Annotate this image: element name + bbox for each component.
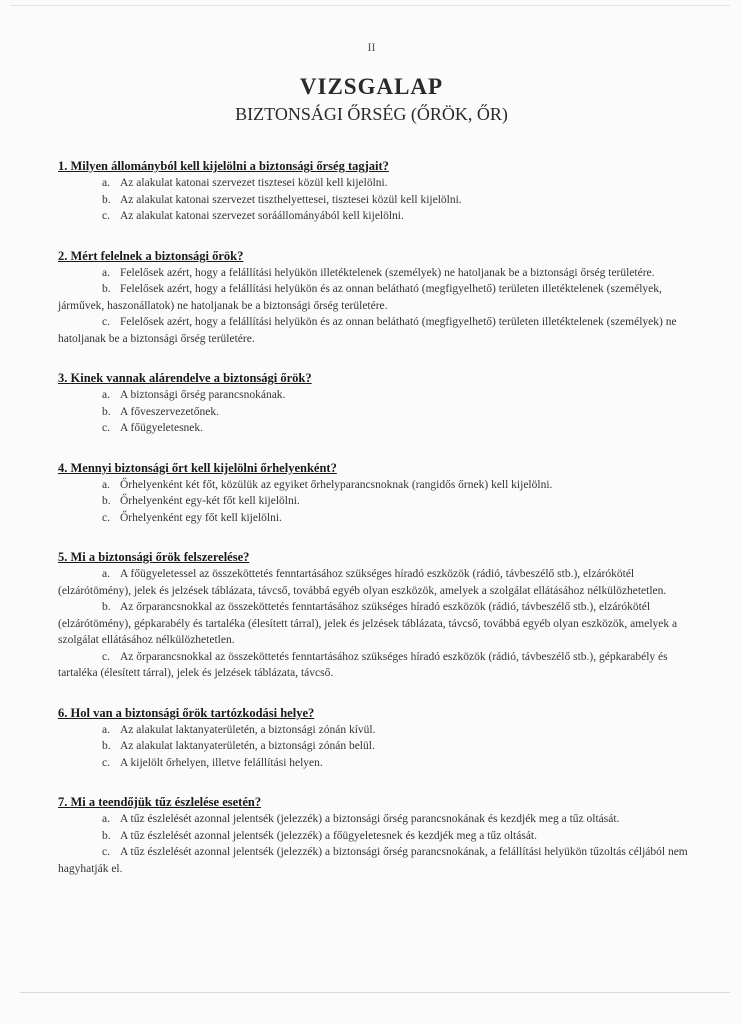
answer-text: Őrhelyenként két főt, közülük az egyiket őrhelyparancsnoknak (rangidős őrnek) kell kijelölni.	[120, 478, 553, 491]
answer-letter: b.	[102, 193, 111, 206]
answer-letter: c.	[102, 210, 110, 222]
question-1	[58, 158, 698, 225]
question-text: 3. Kinek vannak alárendelve a biztonsági őrök?	[58, 371, 312, 385]
question-text: 2. Mért felelnek a biztonsági őrök?	[58, 248, 244, 263]
answer-letter: a.	[102, 568, 110, 580]
answer-text: Az alakulat laktanyaterületén, a biztonsági zónán kívül.	[120, 723, 376, 736]
answer-letter: a.	[102, 813, 110, 825]
answer-text: Az őrparancsnokkal az összeköttetés fenntartásához szükséges híradó eszközök (rádió, távbeszélő stb.), gépkarabély és tartaléka (élesített tárral), jelek és jelzések táblázata, távcső.	[58, 650, 668, 679]
answer-letter: b.	[102, 405, 111, 418]
scan-edge-top	[10, 5, 730, 6]
question-7	[58, 794, 698, 877]
question-5	[58, 549, 698, 682]
answer-text: A főügyeletesnek.	[120, 422, 204, 434]
answer-text: Őrhelyenként egy főt kell kijelölni.	[120, 511, 282, 524]
answer-option	[58, 722, 698, 739]
answer-text: Az alakulat katonai szervezet tiszthelyettesei, tisztesei közül kell kijelölni.	[120, 193, 462, 206]
answer-option	[58, 265, 698, 282]
answer-letter: a.	[102, 177, 110, 189]
answer-letter: b.	[102, 740, 111, 752]
question-list	[58, 158, 698, 877]
answer-text: Az alakulat katonai szervezet soráállományából kell kijelölni.	[120, 210, 404, 222]
answer-option	[58, 404, 698, 421]
answer-text: Az alakulat laktanyaterületén, a biztonsági zónán belül.	[120, 740, 375, 752]
answer-letter: c.	[102, 650, 110, 663]
answer-option	[58, 208, 698, 225]
answer-text: A főügyeletessel az összeköttetés fenntartásához szükséges híradó eszközök (rádió, távbeszélő stb.), elzárókötél (elzárótömény), jelek és jelzések táblázata, távcső, továbbá egyéb olyan eszközök, amelyek a szolgálat ellátásához nélkülözhetetlen.	[58, 568, 667, 597]
answer-text: A tűz észlelését azonnal jelentsék (jelezzék) a főügyeletesnek és kezdjék meg a tűz oltását.	[120, 829, 538, 842]
answer-letter: a.	[102, 478, 110, 491]
answer-text: Felelősek azért, hogy a felállítási helyükön és az onnan belátható (megfigyelhető) területen illetéktelenek (személyek, járművek, haszonállatok) ne hatoljanak be a biztonsági őrség területére.	[58, 283, 662, 312]
answer-letter: c.	[102, 316, 110, 328]
answer-letter: a.	[102, 389, 110, 401]
answer-option	[58, 477, 698, 494]
question-text: 4. Mennyi biztonsági őrt kell kijelölni őrhelyenként?	[58, 460, 337, 475]
answer-option	[58, 828, 698, 845]
answer-text: Őrhelyenként egy-két főt kell kijelölni.	[120, 495, 300, 507]
answer-letter: c.	[102, 846, 110, 858]
answer-text: Az őrparancsnokkal az összeköttetés fenntartásához szükséges híradó eszközök (rádió, távbeszélő stb.), elzárókötél (elzárótömény), gépkarabély és tartaléka (élesített tárral), jelek és jelzések táblázata, távcső, továbbá egyéb olyan eszközök, amelyek a szolgálat ellátásához nélkülözhetetlen.	[58, 601, 678, 646]
answer-text: Az alakulat katonai szervezet tisztesei közül kell kijelölni.	[120, 177, 388, 189]
answer-option	[58, 510, 698, 527]
document-subtitle: BIZTONSÁGI ŐRSÉG (ŐRÖK, ŐR)	[235, 104, 508, 124]
answer-option	[58, 599, 698, 649]
question-6	[58, 705, 698, 772]
answer-letter: b.	[102, 495, 111, 507]
answer-option	[58, 738, 698, 755]
answer-text: A kijelölt őrhelyen, illetve felállítási helyen.	[120, 756, 323, 769]
answer-option	[58, 811, 698, 828]
answer-text: A tűz észlelését azonnal jelentsék (jelezzék) a biztonsági őrség parancsnokának, a felállítási helyükön tűzoltás céljából nem hagyhatják el.	[58, 846, 688, 875]
answer-text: A biztonsági őrség parancsnokának.	[120, 389, 286, 401]
answer-letter: b.	[102, 829, 111, 842]
answer-option	[58, 649, 698, 682]
question-3	[58, 370, 698, 437]
answer-option	[58, 755, 698, 772]
question-text: 7. Mi a teendőjük tűz észlelése esetén?	[58, 795, 262, 809]
answer-text: A tűz észlelését azonnal jelentsék (jelezzék) a biztonsági őrség parancsnokának és kezdjék meg a tűz oltását.	[120, 813, 620, 825]
answer-text: Felelősek azért, hogy a felállítási helyükön és az onnan belátható (megfigyelhető) területen illetéktelenek (személyek) ne hatoljanak be a biztonsági őrség területére.	[58, 316, 677, 345]
question-text: 6. Hol van a biztonsági őrök tartózkodási helye?	[58, 705, 315, 720]
answer-option	[58, 175, 698, 192]
question-4	[58, 460, 698, 527]
answer-letter: b.	[102, 601, 111, 613]
answer-text: Felelősek azért, hogy a felállítási helyükön illetéktelenek (személyek) ne hatoljanak be a biztonsági őrség területére.	[120, 266, 655, 279]
answer-option	[58, 493, 698, 510]
question-2	[58, 248, 698, 348]
answer-option	[58, 387, 698, 404]
answer-option	[58, 844, 698, 877]
answer-letter: b.	[102, 283, 111, 295]
answer-option	[58, 314, 698, 347]
answer-option	[58, 420, 698, 437]
question-text: 5. Mi a biztonsági őrök felszerelése?	[58, 550, 250, 564]
question-text: 1. Milyen állományból kell kijelölni a biztonsági őrség tagjait?	[58, 159, 389, 173]
answer-option	[58, 192, 698, 209]
document-title: VIZSGALAP	[299, 74, 444, 99]
answer-letter: a.	[102, 266, 110, 279]
answer-letter: c.	[102, 756, 110, 769]
answer-text: A főveszervezetőnek.	[120, 405, 219, 418]
answer-letter: c.	[102, 511, 110, 524]
answer-letter: a.	[102, 723, 110, 736]
answer-option	[58, 566, 698, 599]
answer-letter: c.	[102, 422, 110, 434]
answer-option	[58, 281, 698, 314]
page-number: II	[367, 40, 376, 54]
scan-edge-bottom	[20, 992, 730, 993]
